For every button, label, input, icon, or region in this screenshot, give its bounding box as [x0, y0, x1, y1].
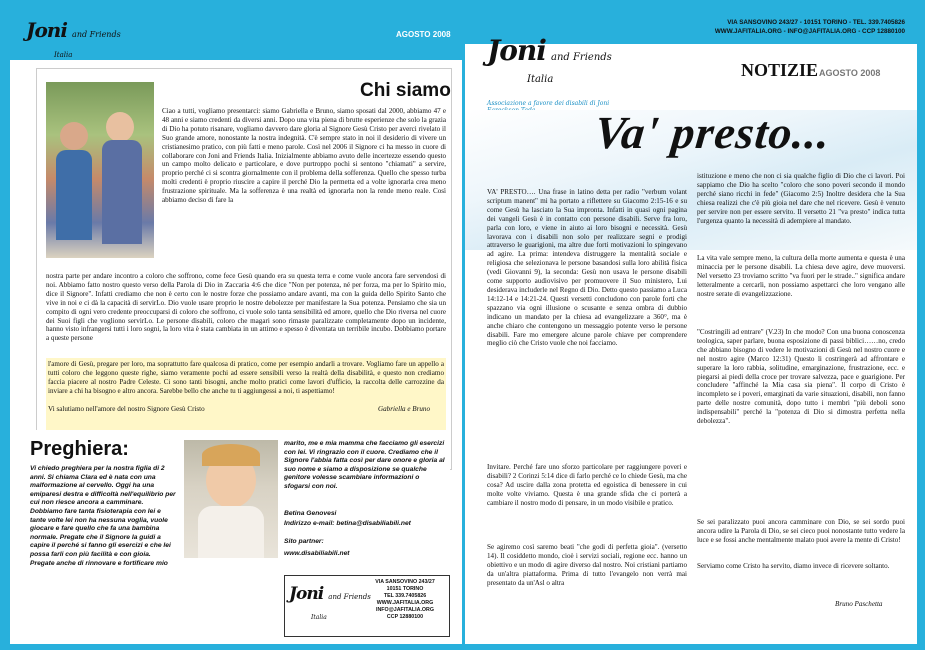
left-logo	[26, 18, 121, 61]
address-line[interactable]: WWW.JAFITALIA.ORG	[376, 600, 434, 606]
left-date: AGOSTO 2008	[396, 30, 451, 39]
right-page	[465, 10, 917, 644]
header-address-line: VIA SANSOVINO 243/27 - 10151 TORINO - TEL. 339.7405826	[727, 19, 905, 26]
article-col1-p3: Se agiremo così saremo beati "che godi di perfetta gioia". (versetto 14). Il cosiddetto mondo, cioè i servizi sociali, regione ecc. hanno un obiettivo e un modo di agire diverso dal nostro. Noi cristiani partiamo da un'altra piattaforma. Prima di tutto l'evangelo non verrà mai presentato da un'Asl o altra	[487, 543, 687, 587]
logo-and-friends: and Friends	[72, 30, 121, 39]
child-photo	[184, 440, 278, 558]
logo-name: Joni	[487, 34, 546, 67]
logo-name: Joni	[289, 584, 324, 604]
chi-siamo-title: Chi siamo	[360, 80, 451, 101]
article-col2-p5: Serviamo come Cristo ha servito, diamo invece di ricevere soltanto.	[697, 562, 890, 570]
partner-site-link[interactable]: www.disabiliabili.net	[284, 550, 350, 557]
chi-siamo-closing: Vi salutiamo nell'amore del nostro Signore Gesù Cristo	[48, 405, 205, 413]
address-lines	[363, 579, 447, 621]
right-header-contacts	[715, 18, 905, 36]
tagline: Associazione a favore dei disabili di Joni	[487, 100, 610, 107]
chi-siamo-signature: Gabriella e Bruno	[378, 405, 431, 413]
article-col1-p1: VA' PRESTO…. Una frase in latino detta per radio "verbum volant scriptum manent" mi ha portato a riflettere su Giacomo 2:15-16 e su come Gesù ha lasciato la Sua impronta. Infatti in quasi ogni pagina dei vangeli Gesù è in contatto con persone disabili. Serve fra loro, parla con loro, e viene in aiuto ai loro bisogni e necessità. Gesù lavorava con i disabili non solo per realizzare segni e prodigi attraverso le guarigioni, ma altre due forti motivazioni lo spingevano ad agire. La prima: intendeva distruggere la mentalità sociale e religiosa che selezionava le persone basandosi sulla loro abilità fisica (vedi Giovanni 9), la seconda: Gesù non usava le persone disabili come supporto audiovisivo per promuovere il Suo ministero, Lui desiderava includerle nel Regno di Dio. Detto questo passiamo a Luca 14:12-14 e 14:21-24. Questi versetti concludono con parole forti che spazzano via ogni illusione o scusante e senza ombra di dubbio indicano un mandato per la chiesa ad evangelizzare a 360°, ma è anche chiaro che contengono un messaggio potente verso le persone disabili. Fare mo emergere alcune parole chiave per comprendere meglio ciò che Cristo vuole che noi facciamo.	[487, 188, 687, 348]
article-col2-p1: istituzione e meno che non ci sia qualche figlio di Dio che ci lavori. Poi sappiamo che Dio ha scelto "coloro che sono poveri secondo il mondo perché siano ricchi in fede" (Giacomo 2:5) Inoltre desidera che la Sua chiesa realizzi che c'è più gioia nel dare che nel ricevere. Gesù è venuto per servire non per essere servito. Il versetto 21 "va presto" indica tutta l'urgenza quanto la necessità di adempiere al mandato.	[697, 172, 905, 225]
logo-and-friends: and Friends	[551, 52, 612, 63]
couple-photo	[46, 82, 154, 258]
header-web-line[interactable]: WWW.JAFITALIA.ORG - INFO@JAFITALIA.ORG - CCP 12880100	[714, 28, 905, 35]
chi-siamo-paragraph-1: Ciao a tutti, vogliamo presentarci: siamo Gabriella e Bruno, siamo sposati dal 2000, abbiamo 47 e 48 anni e siamo credenti da diversi anni. Dopo una vita piena di brutte esperienze che solo la grazia di Dio ha potuto risanare, vogliamo davvero dare gloria al Signore Gesù Cristo per averci rivelato il Suo grande amore, nonostante la nostra indegnità. C'è sempre stato in noi il desiderio di vivere un cristianesimo pratico, con più fatti e meno parole. Così nel 2006 il Signore ci ha messo in cuore di collaborare con Joni and Friends Italia. Inizialmente abbiamo avuto delle incertezze essendo questo un campo molto delicato e particolare, e dove purtroppo pochi si sentono "chiamati" a servire, proprio perché ci si scontra giornalmente con il problema della sofferenza. Quello che spesso turba molti credenti è proprio riuscire a capire il perché Dio la permetta ed a volte ignorarla crea meno frustrazione spirituale. Ma la sofferenza è una realtà ed ignorarla non la rende meno reale. Così abbiamo deciso di fare la	[162, 107, 446, 205]
main-title: Va' presto...	[592, 107, 834, 158]
article-col2-p4: Se sei paralizzato puoi ancora camminare con Dio, se sei sordo puoi ancora udire la Parola di Dio, se sei cieco puoi nonostante tutto vedere la luce e se fossi anche mentalmente malato puoi avere la mente di Cristo!	[697, 518, 905, 544]
notizie-label: NOTIZIE	[741, 60, 819, 80]
address-logo	[289, 584, 371, 623]
article-signature: Bruno Paschetta	[835, 600, 883, 608]
chi-siamo-paragraph-2: nostra parte per andare incontro a coloro che soffrono, come fece Gesù quando era su questa terra e come vuole ancora fare servendosi di noi. Abbiamo fatto nostro questo verso della Parola di Dio in Zaccaria 4:6 che dice "Non per potenza, né per forza, ma per lo Spirito mio, dice il Signore". Infatti crediamo che non è certo con le nostre forze che possiamo andare avanti, ma con la guida dello Spirito Santo che vive in noi e ci dà la capacità di servirLo. Dio vuole usare proprio le nostre debolezze per manifestare la Sua potenza. Pensiamo che sia un compito di ogni vero credente preoccuparsi di coloro che soffrono, ci vuole solo tanta sensibilità ed amore, quello che Dio riversa nel cuore dei Suoi figli che vogliono servirLo. Le persone disabili, coloro che magari sono rimaste paralizzate completamente dopo un incidente, hanno visto infrangersi tutti i loro sogni, la loro vita è stata cambiata in un attimo e spesso è diventata un terribile incubo. Dobbiamo portare a queste persone	[46, 272, 446, 343]
preghiera-title: Preghiera:	[30, 438, 129, 460]
preghiera-text-2: marito, me e mia mamma che facciamo gli esercizi con lei. Vi ringrazio con il cuore. Crediamo che il Signore l'abbia fatta così per dare onore e gloria al suo nome e siamo a disposizione se qualche genitore volesse scambiare informazioni o sfogarsi con noi.	[284, 440, 445, 490]
preghiera-author: Betina Genovesi	[284, 510, 337, 517]
article-col1-p2: Invitare. Perché fare uno sforzo particolare per raggiungere poveri e disabili? 2 Corinzi 5:14 dice di farlo perché ce lo chiede Gesù, ma che cosa? Ad uscire dalla zona protetta ed egoistica di benessere in cui molte volte viviamo. Questa è una grande sfida che ci porterà a cambiare il nostro modo di pensare, in un modo visibile e pratico.	[487, 463, 687, 507]
article-col2-p2: La vita vale sempre meno, la cultura della morte aumenta e questa è una minaccia per le persone disabili. La chiesa deve agire, deve muoversi. Nel versetto 23 troviamo scritto "va fuori per le strade.." significa andare letteralmente a cercarli, non possiamo aspettarci che loro vengano alle nostre serate di evangelizzazione.	[697, 254, 905, 298]
article-col2-p3: "Costringili ad entrare" (V.23) In che modo? Con una buona conoscenza teologica, saper parlare, buona esposizione di passi biblici……no, credo che abbiano bisogno di vedere le motivazioni di Gesù nel nostro cuore e nel nostro agire (Marco 12:31) Questo li costringerà ad affrontare e superare la loro rabbia, solitudine, emarginazione, frustrazione, ecc. e piegarsi ai piedi della croce per trovare salvezza, pace e guarigione. Per concludere "affinché la Mia casa sia piena". Il corpo di Cristo è incompleto se i poveri, emarginati da varie situazioni, disabili, non fanno parte delle nostre comunità, dopo tutto i membri "più deboli sono indispensabili" perché la "potenza di Dio si dimostra perfetta nella debolezza".	[697, 328, 905, 426]
address-line: TEL 339.7405826	[383, 593, 427, 599]
preghiera-email[interactable]: Indirizzo e-mail: betina@disabiliabili.net	[284, 520, 411, 527]
logo-name: Joni	[26, 18, 67, 42]
left-page	[10, 10, 462, 644]
logo-and-friends: and Friends	[328, 593, 371, 601]
logo-italia: Italia	[311, 614, 327, 621]
address-line: 10151 TORINO	[386, 586, 424, 592]
preghiera-text-1: Vi chiedo preghiera per la nostra figlia di 2 anni. Si chiama Clara ed è nata con una malformazione al cervello. Oggi ha una emiparesi destra e difficoltà nell'equilibrio per cui non riesce ancora a camminare. Dobbiamo fare tanta fisioterapia con lei e tante volte lei non ha nessuna voglia, vuole giocare e fare quello che fa una bambina normale. Pregate che il Signore la guidi a capire il perché si fanno gli esercizi e che lei possa farli con più facilità e con gioia. Pregate anche di rinnovare e fortificare mio	[30, 465, 176, 567]
logo-italia: Italia	[527, 74, 554, 85]
chi-siamo-paragraph-3: l'amore di Gesù, pregare per loro, ma soprattutto fare qualcosa di pratico, come per esempio andarli a trovare. Vogliamo fare un appello a tutti coloro che leggono queste righe, siamo veramente pochi ad essere sensibili verso la realtà della disabilità, e questo non crediamo faccia piacere al nostro Padre Celeste. Ci sono tanti bisogni, anche molto pratici come lavori d'ufficio, la raccolta delle carrozzine da inviare a chi ha bisogno e altro ancora. Sarebbe bello che anche tu ti aggiungessi a noi, ti aspettiamo!	[48, 360, 444, 395]
partner-label: Sito partner:	[284, 538, 324, 545]
address-line: VIA SANSOVINO 243/27	[375, 579, 435, 585]
address-line[interactable]: INFO@JAFITALIA.ORG	[375, 607, 435, 613]
address-box	[284, 575, 450, 637]
logo-italia: Italia	[54, 51, 73, 59]
right-date: AGOSTO 2008	[819, 68, 881, 78]
right-logo	[487, 34, 612, 86]
address-line: CCP 12880100	[386, 614, 424, 620]
